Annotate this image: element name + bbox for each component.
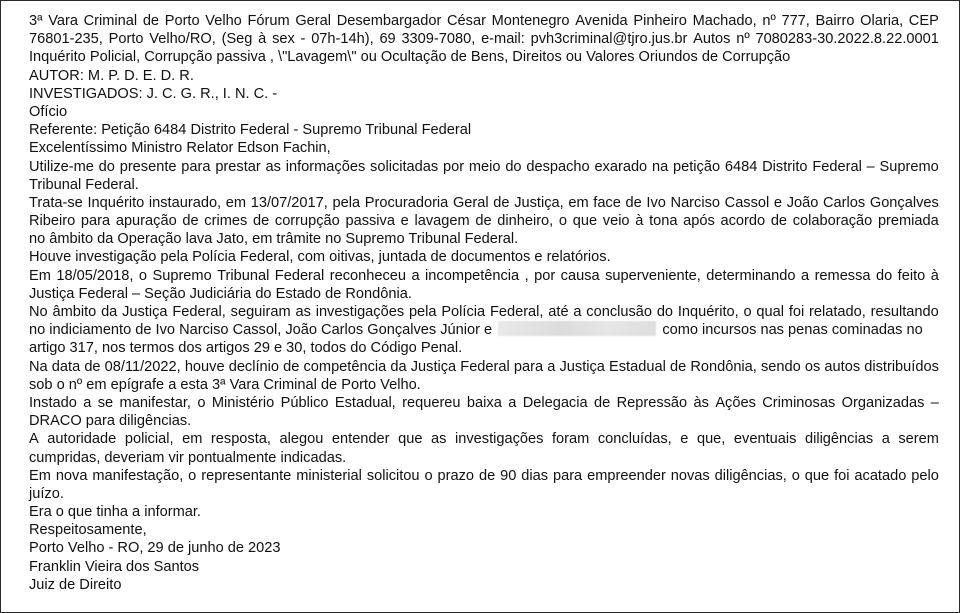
word: – xyxy=(930,394,939,411)
word: pela xyxy=(408,304,437,320)
paragraph-6-line-1 xyxy=(29,358,939,376)
word: para xyxy=(552,467,583,484)
word: que xyxy=(572,213,598,230)
word: Repressão xyxy=(616,394,688,411)
word: o xyxy=(791,467,800,484)
word: a xyxy=(800,267,810,284)
word: Utilize-me xyxy=(29,158,94,175)
word: às xyxy=(693,394,709,411)
word: de xyxy=(669,358,687,375)
word: solicitou xyxy=(366,467,420,484)
author-line: AUTOR: M. P. D. E. D. R. xyxy=(29,67,194,84)
word: se xyxy=(97,394,114,411)
word: A xyxy=(29,431,39,448)
word: entender xyxy=(331,431,390,448)
word: para xyxy=(181,158,211,175)
court-address-line-2 xyxy=(29,30,939,48)
word: em xyxy=(225,194,247,211)
word: Na xyxy=(29,358,48,375)
word: 08/11/2022, xyxy=(104,358,181,375)
word: que xyxy=(398,431,423,448)
word: investigações xyxy=(315,304,405,320)
word: Autos xyxy=(693,31,731,48)
word: Fórum xyxy=(247,13,290,29)
word: Olaria, xyxy=(860,13,904,29)
word: Inquérito, xyxy=(677,304,739,320)
word: João xyxy=(786,194,819,211)
word: alegou xyxy=(279,431,324,448)
word: de xyxy=(478,467,496,484)
word: Geral xyxy=(452,194,489,211)
word: Estadual xyxy=(609,358,666,375)
word: crimes xyxy=(204,213,248,230)
word: presente xyxy=(119,158,177,175)
word: despacho xyxy=(526,158,590,175)
word: informações xyxy=(285,158,366,175)
word: declínio xyxy=(228,358,280,375)
word: o xyxy=(424,467,433,484)
word: petição xyxy=(673,158,721,175)
word: de xyxy=(84,358,101,375)
word: Ribeiro xyxy=(29,213,76,230)
word: data xyxy=(51,358,81,375)
word: apuração xyxy=(115,213,177,230)
paragraph-2-line-1 xyxy=(29,194,939,212)
word: dias xyxy=(521,467,549,484)
word: Porto xyxy=(164,13,200,29)
word: (Seg xyxy=(221,31,253,48)
word: eventuais xyxy=(733,431,797,448)
redacted-name xyxy=(498,321,656,336)
word: 13/07/2017, xyxy=(250,194,328,211)
word: requereu xyxy=(402,394,461,411)
word: Federal, xyxy=(489,304,544,320)
paragraph-4-line-1 xyxy=(29,267,939,285)
paragraph-5-line-2 xyxy=(29,321,939,339)
word: do xyxy=(875,267,893,284)
word: para xyxy=(80,213,111,230)
word: causa xyxy=(560,267,600,284)
word: o xyxy=(743,304,752,320)
word: Vara xyxy=(48,13,78,29)
word: o xyxy=(138,267,148,284)
word: feito xyxy=(897,267,926,284)
word: Avenida xyxy=(575,13,628,29)
word: do xyxy=(98,158,115,175)
word: Ivo xyxy=(646,194,666,211)
word: sendo xyxy=(760,358,801,375)
word: 69 xyxy=(379,31,396,48)
word: Polícia xyxy=(441,304,486,320)
word: de xyxy=(283,358,300,375)
word: autos xyxy=(824,358,861,375)
word: Instado xyxy=(29,394,77,411)
word: Distrito xyxy=(762,158,808,175)
word: autoridade xyxy=(47,431,117,448)
paragraph-8-line-2: cumpridas, deveriam vir pontualmente indicadas. xyxy=(29,449,347,466)
word: – xyxy=(866,158,875,175)
salutation: Excelentíssimo Ministro Relator Edson Fachin, xyxy=(29,140,331,157)
word: por xyxy=(534,267,556,284)
paragraph-5-line-3: artigo 317, nos termos dos artigos 29 e 30, todos do Código Penal. xyxy=(29,340,463,357)
case-subject: Inquérito Policial, Corrupção passiva , \"Lavagem\" ou Ocultação de Bens, Direitos ou Valores Oriundos de Corrupção xyxy=(29,49,791,66)
word: após xyxy=(683,213,715,230)
official-letter-text xyxy=(29,12,939,594)
word: Porto xyxy=(108,31,144,48)
word: a xyxy=(547,358,556,375)
word: a xyxy=(411,267,420,284)
paragraph-3: Houve investigação pela Polícia Federal, com oitivas, juntada de documentos e relatórios. xyxy=(29,249,611,266)
word: pelo xyxy=(911,467,939,484)
word: foram xyxy=(552,431,590,448)
word: da xyxy=(101,304,118,320)
word: para xyxy=(513,358,544,375)
word: Criminosas xyxy=(762,394,836,411)
word: 7080283-30.2022.8.22.0001 xyxy=(755,31,939,48)
word: Montenegro xyxy=(491,13,570,29)
word: Velho xyxy=(205,13,242,29)
word: de xyxy=(182,213,199,230)
paragraph-7-line-2: DRACO para diligências. xyxy=(29,413,192,430)
word: Tribunal xyxy=(217,267,270,284)
paragraph-5-line-2-start: no indiciamento de Ivo Narciso Cassol, João Carlos Gonçalves Júnior e xyxy=(29,322,493,339)
paragraph-9-line-1 xyxy=(29,467,939,485)
word: de xyxy=(252,213,270,230)
closing-respeitosamente: Respeitosamente, xyxy=(29,522,147,539)
word: 6484 xyxy=(724,158,758,175)
word: as xyxy=(295,304,311,320)
word: os xyxy=(804,358,821,375)
investigated-line: INVESTIGADOS: J. C. G. R., I. N. C. - xyxy=(29,85,278,102)
word: representante xyxy=(201,467,292,484)
word: competência xyxy=(303,358,387,375)
word: ministerial xyxy=(296,467,362,484)
word: e xyxy=(680,431,689,448)
word: passiva xyxy=(345,213,395,230)
word: o xyxy=(188,467,197,484)
word: baixa xyxy=(466,394,502,411)
word: superveniente, xyxy=(605,267,701,284)
word: foi xyxy=(788,304,805,320)
word: nº xyxy=(762,13,776,29)
word: dinheiro, xyxy=(497,213,554,230)
paragraph-10: Era o que tinha a informar. xyxy=(29,504,201,521)
paragraph-5-line-2-end: como incursos nas penas cominadas no xyxy=(662,322,923,339)
word: Procuradoria xyxy=(364,194,449,211)
word: do xyxy=(505,158,522,175)
word: à xyxy=(258,31,267,48)
word: incompetência xyxy=(425,267,520,284)
word: prestar xyxy=(215,158,261,175)
word: corrupção xyxy=(274,213,340,230)
word: Inquérito xyxy=(87,194,145,211)
word: de xyxy=(475,213,492,230)
word: Gonçalves xyxy=(869,194,939,211)
word: instaurado, xyxy=(148,194,222,211)
word: Delegacia xyxy=(522,394,588,411)
word: 18/05/2018, xyxy=(56,267,134,284)
word: 3ª xyxy=(29,13,43,29)
word: 07h-14h), xyxy=(311,31,374,48)
word: Carlos xyxy=(823,194,866,211)
word: No xyxy=(29,304,48,320)
word: meio xyxy=(468,158,501,175)
word: Em xyxy=(29,267,51,284)
word: Criminal xyxy=(83,13,138,29)
document-type: Ofício xyxy=(29,103,68,120)
word: nova xyxy=(55,467,88,484)
paragraph-9-line-2: juízo. xyxy=(29,485,64,502)
word: de xyxy=(593,394,611,411)
word: Justiça, xyxy=(514,194,564,211)
word: solicitadas xyxy=(370,158,439,175)
word: as xyxy=(431,431,447,448)
word: 76801-235, xyxy=(29,31,103,48)
word: manifestar, xyxy=(119,394,191,411)
word: Velho/RO, xyxy=(149,31,216,48)
word: em xyxy=(182,431,203,448)
word: manifestação, xyxy=(92,467,184,484)
word: Pinheiro xyxy=(633,13,687,29)
word: empreender xyxy=(587,467,666,484)
signer-title: Juiz de Direito xyxy=(29,576,122,593)
closing-place-date: Porto Velho - RO, 29 de junho de 2023 xyxy=(29,540,281,557)
word: Desembargador xyxy=(336,13,442,29)
word: e xyxy=(773,194,783,211)
word: exarado xyxy=(594,158,648,175)
word: Federal xyxy=(460,358,510,375)
paragraph-1-line-2: Tribunal Federal. xyxy=(29,176,139,193)
word: à xyxy=(930,267,939,284)
word: seguiram xyxy=(230,304,291,320)
word: serem xyxy=(898,431,939,448)
word: de xyxy=(493,194,510,211)
word: Público xyxy=(280,394,329,411)
word: as xyxy=(265,158,281,175)
word: resposta, xyxy=(210,431,271,448)
word: em xyxy=(568,194,589,211)
word: Justiça xyxy=(559,358,605,375)
word: à xyxy=(635,213,644,230)
word: face xyxy=(593,194,621,211)
paragraph-8-line-1 xyxy=(29,430,939,448)
word: Narciso xyxy=(670,194,720,211)
word: - xyxy=(300,31,306,48)
paragraph-2-line-3: no âmbito da Operação lava Jato, em trâmite no Supremo Tribunal Federal. xyxy=(29,231,519,248)
word: da xyxy=(390,358,407,375)
word: relatado, xyxy=(809,304,866,320)
word: reconheceu xyxy=(329,267,407,284)
paragraph-5-line-1 xyxy=(29,303,939,321)
word: de xyxy=(142,13,160,29)
word: veio xyxy=(602,213,630,230)
word: e xyxy=(400,213,409,230)
paragraph-7-line-1 xyxy=(29,394,939,412)
signer-name: Franklin Vieira dos Santos xyxy=(29,558,200,575)
word: por xyxy=(442,158,465,175)
word: do xyxy=(656,304,674,320)
word: âmbito xyxy=(52,304,97,320)
word: qual xyxy=(756,304,785,320)
word: Federal, xyxy=(172,304,226,320)
word: diligências xyxy=(804,431,874,448)
word: novas xyxy=(670,467,710,484)
word: 777, xyxy=(781,13,810,29)
word: a xyxy=(83,394,92,411)
word: que xyxy=(804,467,830,484)
word: Supremo xyxy=(152,267,212,284)
word: Trata-se xyxy=(29,194,83,211)
word: Organizadas xyxy=(841,394,925,411)
word: Cassol xyxy=(724,194,770,211)
word: 3309-7080, xyxy=(401,31,476,48)
word: a xyxy=(573,304,582,320)
word: foi xyxy=(834,467,850,484)
word: , xyxy=(524,267,529,284)
word: conclusão xyxy=(586,304,653,320)
word: sex xyxy=(272,31,295,48)
word: Rondônia, xyxy=(690,358,757,375)
word: lavagem xyxy=(414,213,470,230)
word: a xyxy=(881,431,890,448)
word: até xyxy=(548,304,569,320)
word: que, xyxy=(696,431,726,448)
word: Supremo xyxy=(879,158,939,175)
word: pvh3criminal@tjro.jus.br xyxy=(530,31,688,48)
word: acordo xyxy=(720,213,766,230)
word: distribuídos xyxy=(864,358,939,375)
word: o xyxy=(197,394,206,411)
word: acatado xyxy=(854,467,907,484)
paragraph-2-line-2 xyxy=(29,212,939,230)
word: colaboração xyxy=(792,213,873,230)
word: e-mail: xyxy=(481,31,525,48)
word: Bairro xyxy=(815,13,855,29)
paragraph-4-line-2: Justiça Federal – Seção Judiciária do Estado de Rondônia. xyxy=(29,285,412,302)
paragraph-1-line-1 xyxy=(29,158,939,176)
word: resultando xyxy=(870,304,939,320)
word: premiada xyxy=(877,213,939,230)
word: Federal xyxy=(812,158,862,175)
word: Justiça xyxy=(122,304,168,320)
word: Ações xyxy=(715,394,756,411)
word: diligências, xyxy=(714,467,787,484)
reference-line: Referente: Petição 6484 Distrito Federal - Supremo Tribunal Federal xyxy=(29,122,472,139)
word: na xyxy=(651,158,669,175)
word: César xyxy=(447,13,486,29)
word: determinando xyxy=(706,267,796,284)
word: Em xyxy=(29,467,51,484)
word: Estadual, xyxy=(334,394,396,411)
word: Justiça xyxy=(410,358,457,375)
word: tona xyxy=(649,213,678,230)
word: nº xyxy=(736,31,750,48)
word: a xyxy=(508,394,517,411)
word: investigações xyxy=(455,431,544,448)
word: concluídas, xyxy=(597,431,672,448)
word: Geral xyxy=(295,13,332,29)
word: Machado, xyxy=(692,13,757,29)
word: prazo xyxy=(437,467,475,484)
word: de xyxy=(625,194,642,211)
word: policial, xyxy=(124,431,174,448)
word: de xyxy=(770,213,788,230)
word: houve xyxy=(184,358,225,375)
court-address-line-1 xyxy=(29,12,939,30)
word: 90 xyxy=(500,467,517,484)
word: CEP xyxy=(908,13,939,29)
word: pela xyxy=(332,194,361,211)
word: Federal xyxy=(274,267,325,284)
word: remessa xyxy=(814,267,871,284)
word: Ministério xyxy=(211,394,275,411)
paragraph-6-line-2: sob o nº em epígrafe a esta 3ª Vara Criminal de Porto Velho. xyxy=(29,376,421,393)
word: o xyxy=(558,213,568,230)
